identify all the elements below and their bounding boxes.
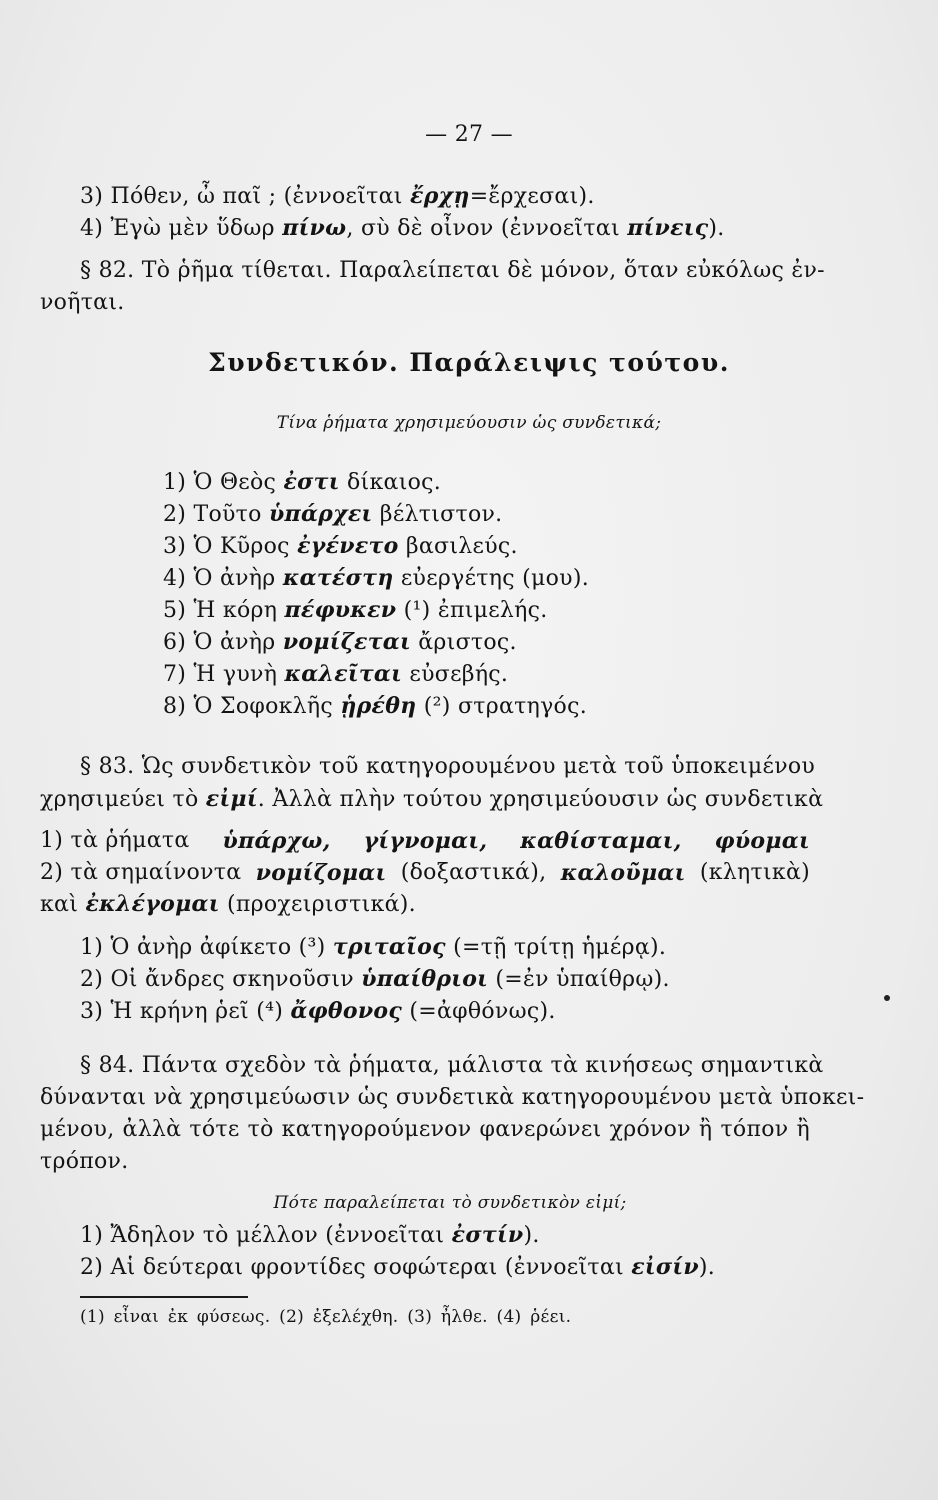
text: =ἔρχεσαι). bbox=[469, 184, 595, 209]
bold-word: τριταῖος bbox=[332, 934, 446, 960]
text: χρησιμεύει τὸ bbox=[40, 787, 206, 812]
para83-line2 bbox=[40, 784, 824, 815]
para83-line3 bbox=[40, 826, 810, 856]
bold-word: πέφυκεν bbox=[284, 597, 397, 623]
list2-item-3 bbox=[80, 996, 556, 1027]
bold-word: φύομαι bbox=[714, 828, 810, 854]
example-3 bbox=[80, 181, 595, 212]
bold-word: ἐστι bbox=[283, 469, 340, 495]
bold-word: καλοῦμαι bbox=[560, 860, 686, 886]
text: 7) Ἡ γυνὴ bbox=[163, 662, 285, 687]
question-1: Τίνα ῥήματα χρησιμεύουσιν ὡς συνδετικά; bbox=[276, 413, 662, 433]
text: 1) Ἄδηλον τὸ μέλλον (ἐννοεῖται bbox=[80, 1223, 452, 1248]
bold-word: ὑπάρχω, bbox=[222, 828, 331, 854]
section-heading: Συνδετικόν. Παράλειψις τούτου. bbox=[208, 348, 730, 377]
text: 1) Ὁ Θεὸς bbox=[163, 470, 284, 495]
bold-word: ᾑρέθη bbox=[340, 693, 417, 719]
bold-word: καθίσταμαι, bbox=[520, 828, 682, 854]
bold-word: νομίζεται bbox=[282, 629, 411, 655]
text: 2) Τοῦτο bbox=[163, 502, 269, 527]
bold-word: κατέστη bbox=[282, 565, 394, 591]
bold-word: ἄφθονος bbox=[290, 998, 403, 1024]
text: 3) Πόθεν, ὦ παῖ ; (ἐννοεῖται bbox=[80, 184, 411, 209]
text: δίκαιος. bbox=[339, 470, 442, 495]
text: 2) Αἱ δεύτεραι φροντίδες σοφώτεραι (ἐννοεῖται bbox=[80, 1255, 632, 1280]
text: (=ἐν ὑπαίθρῳ). bbox=[488, 967, 670, 992]
text: (=ἀφθόνως). bbox=[402, 999, 556, 1024]
footnotes: (1) εἶναι ἐκ φύσεως. (2) ἐξελέχθη. (3) ἦλθε. (4) ῥέει. bbox=[80, 1307, 572, 1327]
bold-word: ὑπάρχει bbox=[268, 501, 373, 527]
text: ἄριστος. bbox=[410, 630, 517, 655]
para84-line1: § 84. Πάντα σχεδὸν τὰ ῥήματα, μάλιστα τὰ κινήσεως σημαντικὰ bbox=[80, 1053, 824, 1078]
bold-word: ὑπαίθριοι bbox=[361, 966, 489, 992]
list2-item-2 bbox=[80, 964, 670, 995]
text: 6) Ὁ ἀνὴρ bbox=[163, 630, 283, 655]
text: ). bbox=[698, 1255, 716, 1280]
bold-word: ἐστίν bbox=[451, 1222, 524, 1248]
footnote-divider bbox=[80, 1296, 248, 1298]
list3-item-2 bbox=[80, 1252, 715, 1283]
text: εὐεργέτης (μου). bbox=[393, 566, 590, 591]
text: βασιλεύς. bbox=[398, 534, 518, 559]
bold-word: ἐκλέγομαι bbox=[85, 891, 220, 917]
question-2: Πότε παραλείπεται τὸ συνδετικὸν εἰμί; bbox=[273, 1193, 627, 1213]
text: 3) Ὁ Κῦρος bbox=[163, 534, 298, 559]
text: 8) Ὁ Σοφοκλῆς bbox=[163, 694, 341, 719]
para84-line4: τρόπον. bbox=[40, 1149, 129, 1174]
text: 2) τὰ σημαίνοντα bbox=[40, 860, 242, 885]
bold-word: νομίζομαι bbox=[255, 860, 387, 886]
text: (¹) ἐπιμελής. bbox=[396, 598, 548, 623]
bold-word: πίνεις bbox=[627, 215, 709, 241]
text: (κλητικὰ) bbox=[699, 860, 810, 885]
para84-line2: δύνανται νὰ χρησιμεύωσιν ὡς συνδετικὰ κατηγορουμένου μετὰ ὑποκει- bbox=[40, 1085, 865, 1110]
list1-item-3 bbox=[163, 531, 518, 562]
list1-item-6 bbox=[163, 627, 517, 658]
text: 3) Ἡ κρήνη ῥεῖ (⁴) bbox=[80, 999, 291, 1024]
bold-word: εἰμί bbox=[205, 786, 258, 812]
text: 1) τὰ ῥήματα bbox=[40, 828, 190, 853]
text: ). bbox=[523, 1223, 540, 1248]
list2-item-1 bbox=[80, 932, 666, 963]
list1-item-8 bbox=[163, 691, 587, 722]
bold-word: γίγνομαι, bbox=[363, 828, 488, 854]
para83-line4 bbox=[40, 858, 810, 888]
text: (δοξαστικά), bbox=[400, 860, 547, 885]
text: 2) Οἱ ἄνδρες σκηνοῦσιν bbox=[80, 967, 362, 992]
page-number: — 27 — bbox=[425, 122, 513, 147]
text: ). bbox=[708, 216, 725, 241]
example-4 bbox=[80, 213, 725, 244]
text: καὶ bbox=[40, 892, 86, 917]
bold-word: καλεῖται bbox=[284, 661, 403, 687]
text: . Ἀλλὰ πλὴν τούτου χρησιμεύουσιν ὡς συνδετικὰ bbox=[257, 787, 824, 812]
text: (προχειριστικά). bbox=[219, 892, 416, 917]
print-speck bbox=[884, 995, 890, 1001]
text: εὐσεβής. bbox=[402, 662, 509, 687]
list1-item-7 bbox=[163, 659, 508, 690]
list1-item-1 bbox=[163, 467, 441, 498]
list1-item-4 bbox=[163, 563, 589, 594]
list1-item-2 bbox=[163, 499, 502, 530]
bold-word: εἰσίν bbox=[631, 1254, 699, 1280]
bold-word: ἐγένετο bbox=[297, 533, 399, 559]
para84-line3: μένου, ἀλλὰ τότε τὸ κατηγορούμενον φανερώνει χρόνον ἢ τόπον ἢ bbox=[40, 1117, 810, 1142]
list3-item-1 bbox=[80, 1220, 540, 1251]
list1-item-5 bbox=[163, 595, 548, 626]
text: 5) Ἡ κόρη bbox=[163, 598, 285, 623]
text: , σὺ δὲ οἶνον (ἐννοεῖται bbox=[346, 216, 628, 241]
text: (=τῇ τρίτῃ ἡμέρᾳ). bbox=[445, 935, 667, 960]
text: βέλτιστον. bbox=[372, 502, 503, 527]
text: 4) Ἐγὼ μὲν ὕδωρ bbox=[80, 216, 283, 241]
bold-word: ἔρχῃ bbox=[410, 183, 470, 209]
text: 4) Ὁ ἀνὴρ bbox=[163, 566, 283, 591]
text: (²) στρατηγός. bbox=[416, 694, 587, 719]
para82-line2: νοῆται. bbox=[40, 290, 125, 315]
bold-word: πίνω bbox=[282, 215, 347, 241]
para82-line1: § 82. Τὸ ῥῆμα τίθεται. Παραλείπεται δὲ μόνον, ὅταν εὐκόλως ἐν- bbox=[80, 258, 825, 283]
para83-line5 bbox=[40, 889, 416, 920]
para83-line1: § 83. Ὡς συνδετικὸν τοῦ κατηγορουμένου μετὰ τοῦ ὑποκειμένου bbox=[80, 754, 816, 779]
text: 1) Ὁ ἀνὴρ ἀφίκετο (³) bbox=[80, 935, 333, 960]
